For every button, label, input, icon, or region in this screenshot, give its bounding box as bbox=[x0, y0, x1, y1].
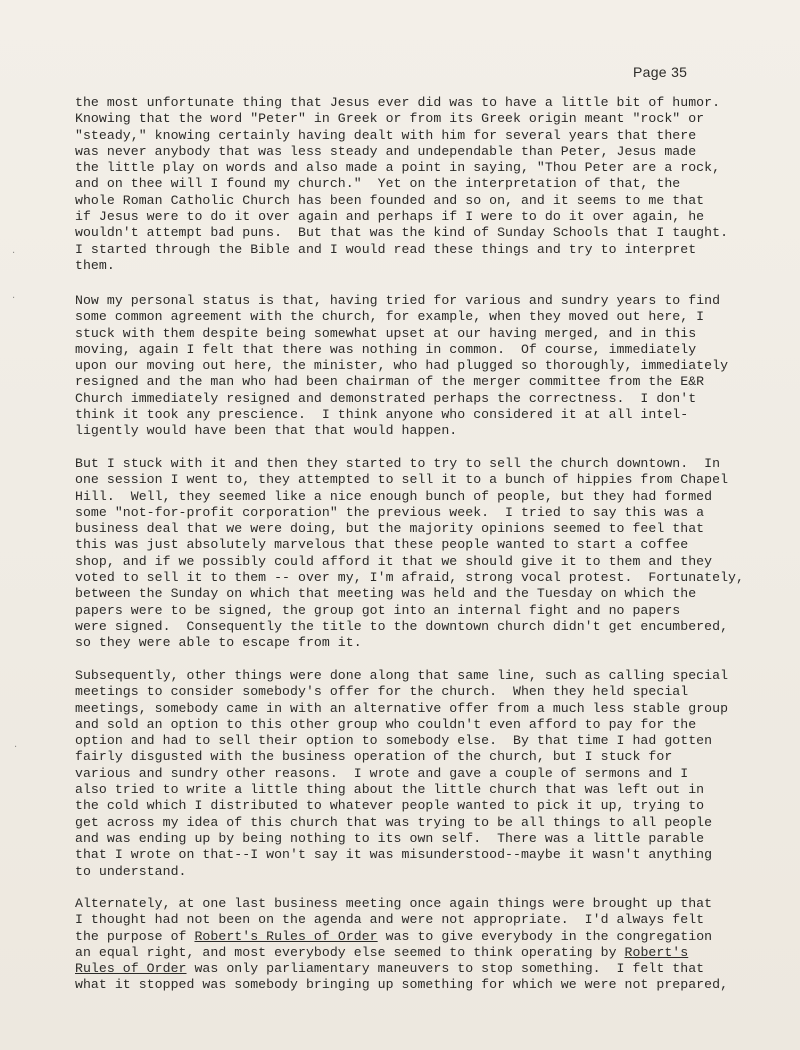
text-line: one session I went to, they attempted to sell it to a bunch of hippies from Chapel bbox=[75, 472, 729, 488]
text-line: between the Sunday on which that meeting was held and the Tuesday on which the bbox=[75, 586, 697, 602]
text-line: Hill. Well, they seemed like a nice enough bunch of people, but they had formed bbox=[75, 488, 713, 504]
paragraph-1 bbox=[75, 95, 755, 274]
text-line: were signed. Consequently the title to the downtown church didn't get encumbered, bbox=[75, 618, 729, 634]
text-line: get across my idea of this church that was trying to be all things to all people bbox=[75, 814, 713, 830]
text-line: papers were to be signed, the group got into an internal fight and no papers bbox=[75, 602, 681, 618]
text-line: ligently would have been that that would happen. bbox=[75, 423, 458, 439]
text-line: some "not-for-profit corporation" the previous week. I tried to say this was a bbox=[75, 504, 705, 520]
text-line: resigned and the man who had been chairman of the merger committee from the E&R bbox=[75, 374, 705, 390]
paragraph-4 bbox=[75, 668, 755, 880]
text-line: I started through the Bible and I would read these things and try to interpret bbox=[75, 241, 697, 257]
text-line: the purpose of Robert's Rules of Order was to give everybody in the congregation bbox=[75, 928, 713, 944]
text-line: whole Roman Catholic Church has been founded and so on, and it seems to me that bbox=[75, 192, 705, 208]
text-line: that I wrote on that--I won't say it was misunderstood--maybe it wasn't anything bbox=[75, 847, 713, 863]
text-line: think it took any prescience. I think anyone who considered it at all intel- bbox=[75, 407, 689, 423]
text-line: an equal right, and most everybody else seemed to think operating by Robert's bbox=[75, 944, 689, 960]
text-line: moving, again I felt that there was nothing in common. Of course, immediately bbox=[75, 341, 697, 357]
paragraph-5 bbox=[75, 896, 755, 994]
text-line: and on thee will I found my church." Yet on the interpretation of that, the bbox=[75, 176, 681, 192]
text-line: "steady," knowing certainly having dealt with him for several years that there bbox=[75, 127, 697, 143]
text-line: this was just absolutely marvelous that these people wanted to start a coffee bbox=[75, 537, 689, 553]
text-line: also tried to write a little thing about the little church that was left out in bbox=[75, 782, 705, 798]
page-number: Page 35 bbox=[633, 64, 688, 80]
text-line: various and sundry other reasons. I wrote and gave a couple of sermons and I bbox=[75, 765, 689, 781]
text-line: But I stuck with it and then they started to try to sell the church downtown. In bbox=[75, 456, 721, 471]
text-line: the cold which I distributed to whatever people wanted to pick it up, trying to bbox=[75, 798, 705, 814]
text-line: them. bbox=[75, 257, 115, 273]
text-line: so they were able to escape from it. bbox=[75, 635, 362, 651]
margin-mark: ‧ bbox=[14, 742, 18, 753]
text-line: the most unfortunate thing that Jesus ever did was to have a little bit of humor. bbox=[75, 95, 721, 110]
text-line: what it stopped was somebody bringing up something for which we were not prepared, bbox=[75, 977, 729, 993]
text-line: fairly disgusted with the business operation of the church, but I stuck for bbox=[75, 749, 673, 765]
margin-mark: ‧ bbox=[12, 248, 16, 259]
text-line: Knowing that the word "Peter" in Greek or from its Greek origin meant "rock" or bbox=[75, 111, 705, 127]
text-line: Alternately, at one last business meeting once again things were brought up that bbox=[75, 896, 713, 911]
text-line: voted to sell it to them -- over my, I'm afraid, strong vocal protest. Fortunately, bbox=[75, 570, 744, 586]
text-line: and was ending up by being nothing to its own self. There was a little parable bbox=[75, 830, 705, 846]
text-line: Now my personal status is that, having tried for various and sundry years to find bbox=[75, 293, 721, 308]
text-line: if Jesus were to do it over again and perhaps if I were to do it over again, he bbox=[75, 209, 705, 225]
text-line: the little play on words and also made a point in saying, "Thou Peter are a rock, bbox=[75, 160, 721, 176]
paragraph-2 bbox=[75, 293, 755, 440]
text-line: I thought had not been on the agenda and were not appropriate. I'd always felt bbox=[75, 912, 705, 928]
text-line: meetings, somebody came in with an alternative offer from a much less stable group bbox=[75, 700, 729, 716]
text-line: option and had to sell their option to somebody else. By that time I had gotten bbox=[75, 733, 713, 749]
text-line: to understand. bbox=[75, 863, 187, 879]
text-line: was never anybody that was less steady and undependable than Peter, Jesus made bbox=[75, 143, 697, 159]
text-line: Rules of Order was only parliamentary maneuvers to stop something. I felt that bbox=[75, 961, 705, 977]
text-line: some common agreement with the church, for example, when they moved out here, I bbox=[75, 309, 705, 325]
margin-mark: ‧ bbox=[12, 293, 16, 304]
paragraph-3 bbox=[75, 456, 755, 652]
text-line: Church immediately resigned and demonstrated perhaps the correctness. I don't bbox=[75, 390, 697, 406]
text-line: stuck with them despite being somewhat upset at our having merged, and in this bbox=[75, 325, 697, 341]
text-line: business deal that we were doing, but the majority opinions seemed to feel that bbox=[75, 521, 705, 537]
text-line: Subsequently, other things were done along that same line, such as calling special bbox=[75, 668, 729, 683]
text-line: upon our moving out here, the minister, who had plugged so thoroughly, immediately bbox=[75, 358, 729, 374]
text-line: wouldn't attempt bad puns. But that was the kind of Sunday Schools that I taught. bbox=[75, 225, 729, 241]
text-line: meetings to consider somebody's offer for the church. When they held special bbox=[75, 684, 689, 700]
text-line: and sold an option to this other group who couldn't even afford to pay for the bbox=[75, 716, 697, 732]
text-line: shop, and if we possibly could afford it that we should give it to them and they bbox=[75, 553, 713, 569]
